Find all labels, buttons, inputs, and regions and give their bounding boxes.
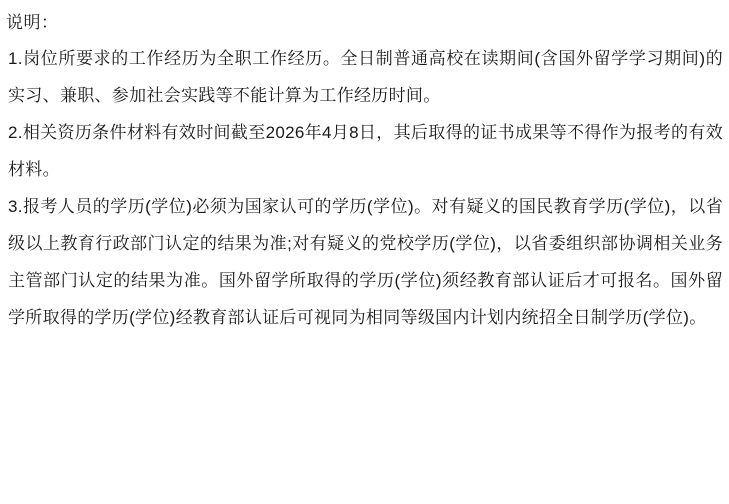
page-title: 说明： — [6, 13, 59, 32]
paragraph-1: 1.岗位所要求的工作经历为全职工作经历。全日制普通高校在读期间(含国外留学学习期间)的实习、兼职、参加社会实践等不能计算为工作经历时间。 — [8, 49, 723, 105]
paragraph-2: 2.相关资历条件材料有效时间截至2026年4月8日，其后取得的证书成果等不得作为报考的有效材料。 — [8, 123, 723, 179]
document-body — [6, 40, 723, 336]
paragraph-3: 3.报考人员的学历(学位)必须为国家认可的学历(学位)。对有疑义的国民教育学历(学位)，以省级以上教育行政部门认定的结果为准;对有疑义的党校学历(学位)，以省委组织部协调相关业务主管部门认定的结果为准。国外留学所取得的学历(学位)须经教育部认证后才可报名。国外留学所取得的学历(学位)经教育部认证后可视同为相同等级国内计划内统招全日制学历(学位)。 — [8, 197, 723, 327]
